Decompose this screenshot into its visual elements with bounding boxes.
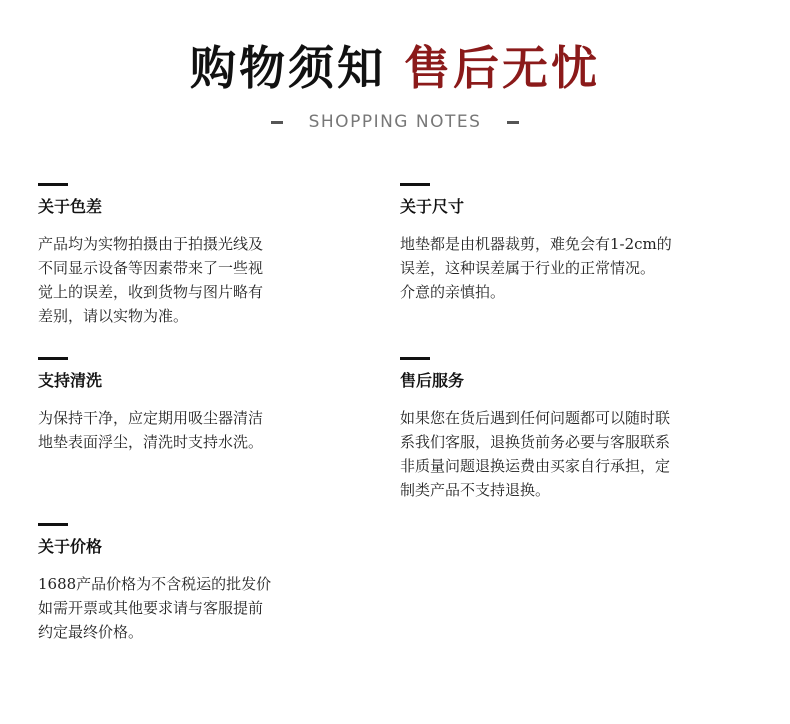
section-size — [400, 183, 740, 304]
section-divider — [400, 183, 430, 186]
subtitle: SHOPPING NOTES — [308, 112, 482, 132]
section-heading: 支持清洗 — [38, 371, 103, 390]
section-divider — [400, 357, 430, 360]
section-body: 为保持干净，应定期用吸尘器清洁 地垫表面浮尘，清洗时支持水洗。 — [38, 409, 264, 451]
section-body: 1688产品价格为不含税运的批发价 如需开票或其他要求请与客服提前 约定最终价格。 — [38, 575, 272, 641]
section-cleaning — [38, 357, 378, 454]
title-accent: 售后无忧 — [404, 41, 600, 95]
section-body: 如果您在货后遇到任何问题都可以随时联 系我们客服，退换货前务必要与客服联系 非质量问题退换运费由买家自行承担，定 制类产品不支持退换。 — [400, 409, 671, 499]
section-divider — [38, 523, 68, 526]
section-heading: 关于尺寸 — [400, 197, 465, 216]
section-heading: 售后服务 — [400, 371, 465, 390]
section-body: 产品均为实物拍摄由于拍摄光线及 不同显示设备等因素带来了一些视 觉上的误差，收到货物与图片略有 差别，请以实物为准。 — [38, 235, 264, 325]
title-main: 购物须知 — [190, 41, 386, 95]
section-body: 地垫都是由机器裁剪，难免会有1-2cm的 误差，这种误差属于行业的正常情况。 介意的亲慎拍。 — [400, 235, 672, 301]
section-heading: 关于价格 — [38, 537, 103, 556]
section-color-difference — [38, 183, 378, 328]
subtitle-left-dash — [271, 121, 283, 124]
section-heading: 关于色差 — [38, 197, 103, 216]
page-title — [0, 36, 790, 100]
subtitle-right-dash — [507, 121, 519, 124]
section-price — [38, 523, 378, 644]
section-divider — [38, 357, 68, 360]
subtitle-row — [0, 110, 790, 134]
section-divider — [38, 183, 68, 186]
section-after-sales — [400, 357, 740, 502]
